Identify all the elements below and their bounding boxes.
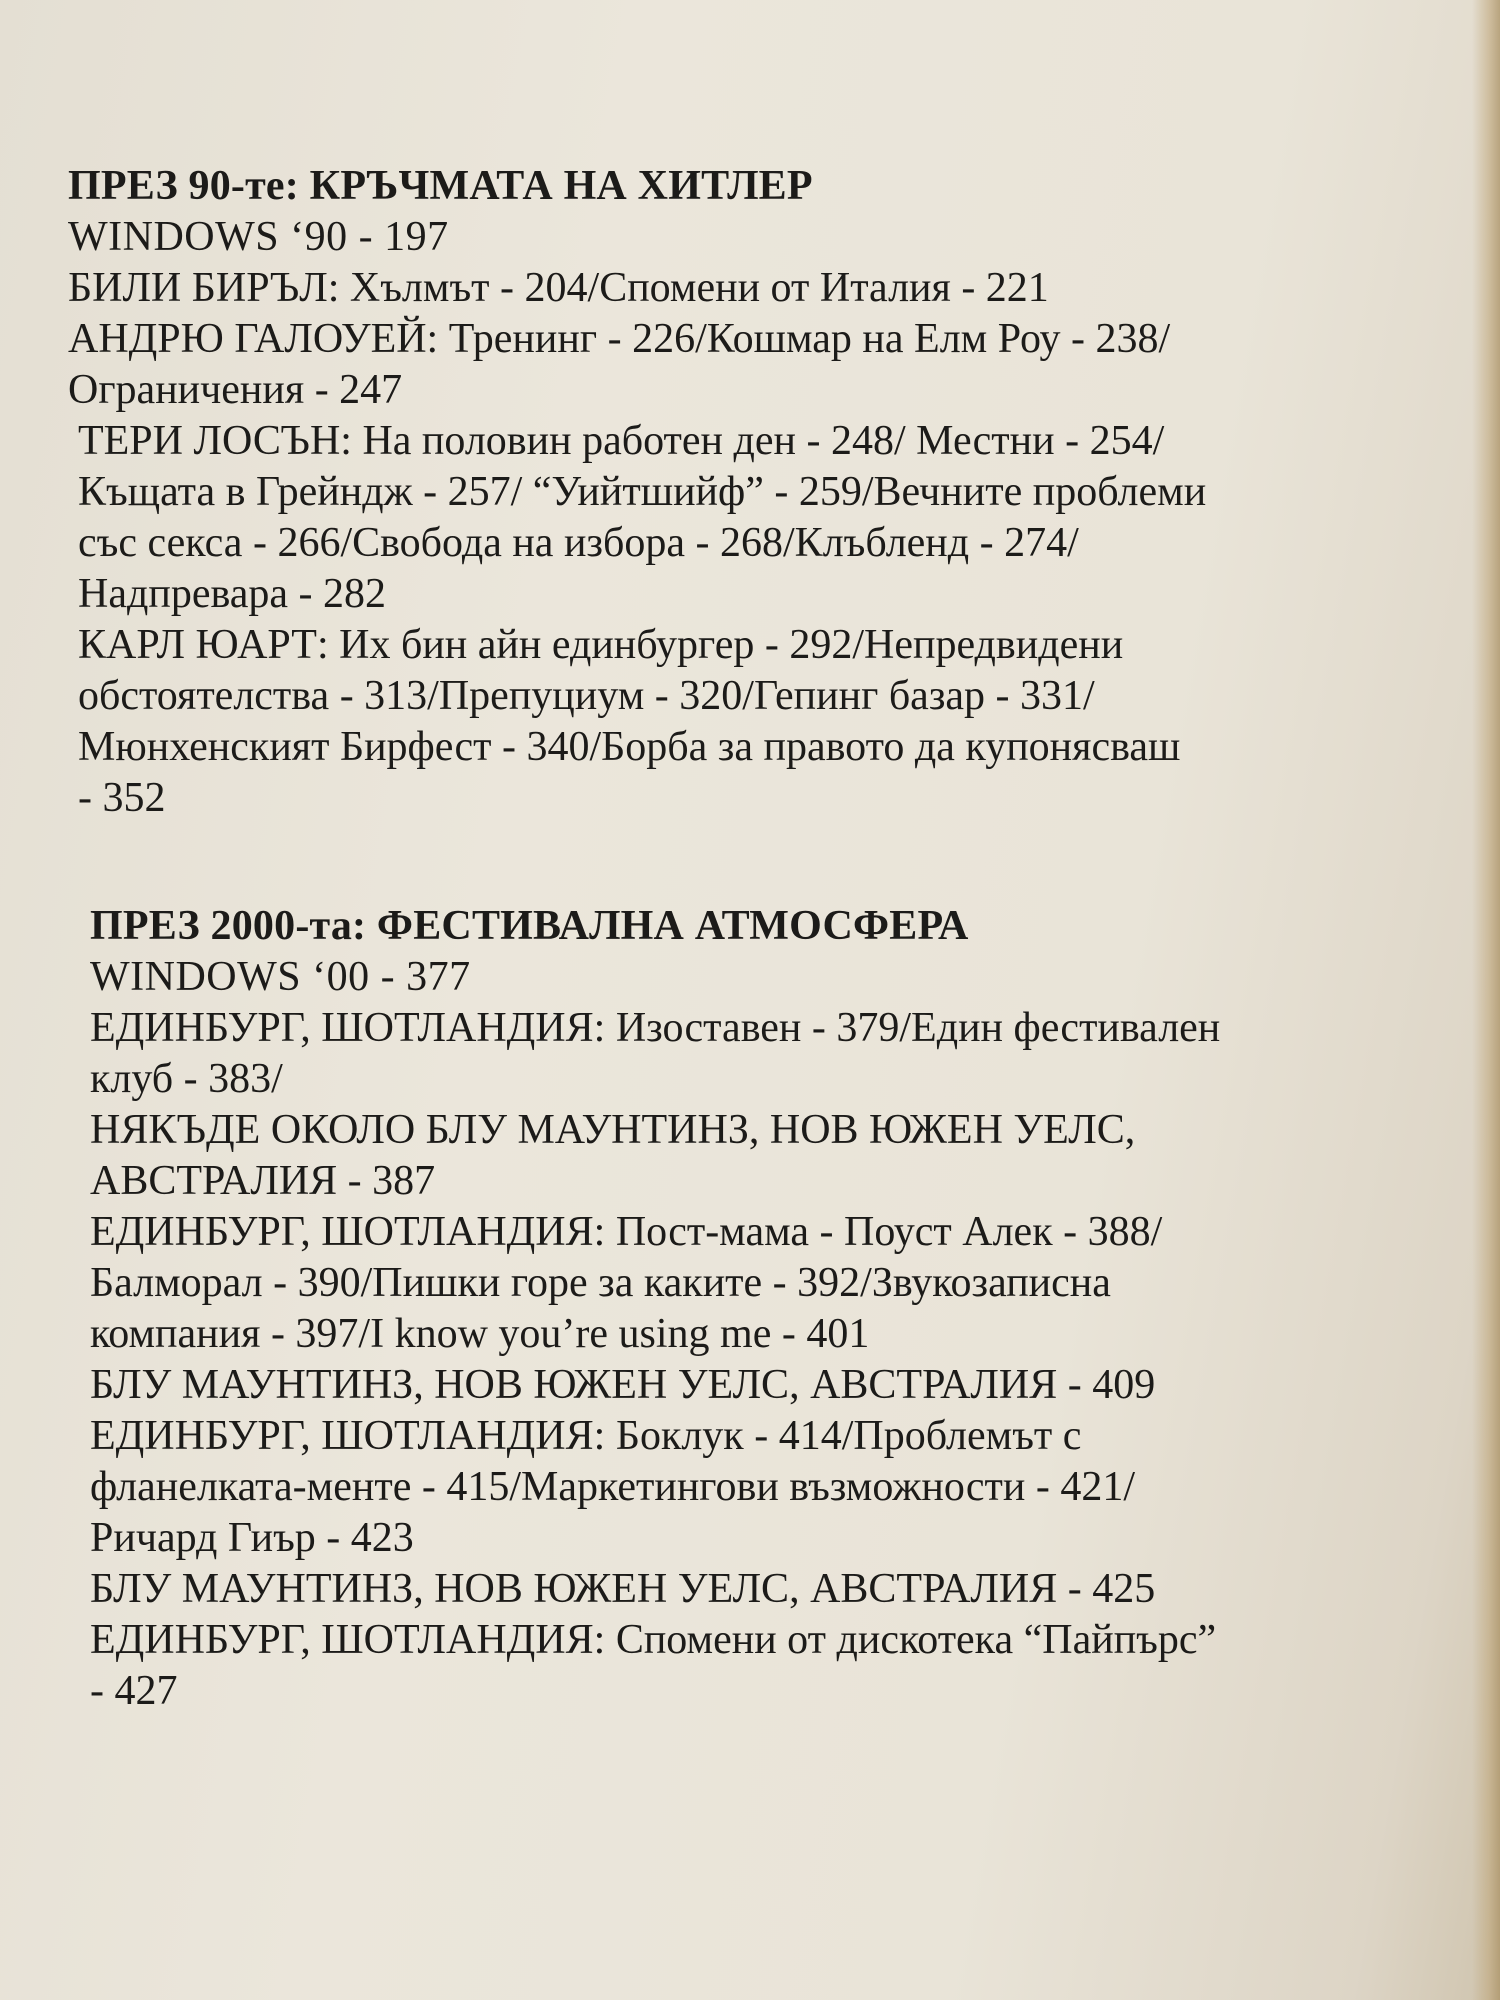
section-title: ПРЕЗ 2000-та: ФЕСТИВАЛНА АТМОСФЕРА — [90, 903, 969, 949]
toc-line: обстоятелства - 313/Препуциум - 320/Гепинг базар - 331/ — [78, 673, 1095, 719]
toc-line: Ограничения - 247 — [68, 367, 403, 413]
toc-line: клуб - 383/ — [90, 1056, 283, 1102]
toc-line: Ричард Гиър - 423 — [90, 1515, 414, 1561]
toc-line: - 427 — [90, 1668, 178, 1714]
section-title: ПРЕЗ 90-те: КРЪЧМАТА НА ХИТЛЕР — [68, 163, 813, 209]
toc-line: Надпревара - 282 — [78, 571, 387, 617]
toc-line: WINDOWS ‘00 - 377 — [90, 954, 471, 1000]
toc-line: ТЕРИ ЛОСЪН: На половин работен ден - 248/ Местни - 254/ — [78, 418, 1165, 464]
toc-line: фланелката-менте - 415/Маркетингови възможности - 421/ — [90, 1464, 1135, 1510]
toc-line: ЕДИНБУРГ, ШОТЛАНДИЯ: Пост-мама - Поуст Алек - 388/ — [90, 1209, 1163, 1255]
toc-section-2000s — [68, 900, 1398, 1717]
toc-line: НЯКЪДЕ ОКОЛО БЛУ МАУНТИНЗ, НОВ ЮЖЕН УЕЛС, — [90, 1107, 1136, 1153]
toc-line: БЛУ МАУНТИНЗ, НОВ ЮЖЕН УЕЛС, АВСТРАЛИЯ - 425 — [90, 1566, 1156, 1612]
table-of-contents — [68, 160, 1398, 1793]
toc-line: ЕДИНБУРГ, ШОТЛАНДИЯ: Спомени от дискотека “Пайпърс” — [90, 1617, 1217, 1663]
toc-line: WINDOWS ‘90 - 197 — [68, 214, 449, 260]
toc-line: Къщата в Грейндж - 257/ “Уийтшийф” - 259/Вечните проблеми — [78, 469, 1207, 515]
page-edge-shadow — [1472, 0, 1500, 2000]
toc-line: със секса - 266/Свобода на избора - 268/Клъбленд - 274/ — [78, 520, 1079, 566]
toc-line: ЕДИНБУРГ, ШОТЛАНДИЯ: Изоставен - 379/Един фестивален — [90, 1005, 1221, 1051]
toc-line: КАРЛ ЮАРТ: Их бин айн единбургер - 292/Непредвидени — [78, 622, 1124, 668]
toc-line: БЛУ МАУНТИНЗ, НОВ ЮЖЕН УЕЛС, АВСТРАЛИЯ - 409 — [90, 1362, 1156, 1408]
toc-line: Мюнхенският Бирфест - 340/Борба за правото да купонясваш — [78, 724, 1181, 770]
toc-line: АНДРЮ ГАЛОУЕЙ: Тренинг - 226/Кошмар на Елм Роу - 238/ — [68, 316, 1171, 362]
toc-line: ЕДИНБУРГ, ШОТЛАНДИЯ: Боклук - 414/Проблемът с — [90, 1413, 1082, 1459]
toc-line: БИЛИ БИРЪЛ: Хълмът - 204/Спомени от Италия - 221 — [68, 265, 1049, 311]
toc-line: Балморал - 390/Пишки горе за каките - 392/Звукозаписна — [90, 1260, 1111, 1306]
toc-line: - 352 — [78, 775, 166, 821]
toc-section-90s — [68, 160, 1398, 824]
toc-line: АВСТРАЛИЯ - 387 — [90, 1158, 436, 1204]
toc-line: компания - 397/I know you’re using me - 401 — [90, 1311, 870, 1357]
